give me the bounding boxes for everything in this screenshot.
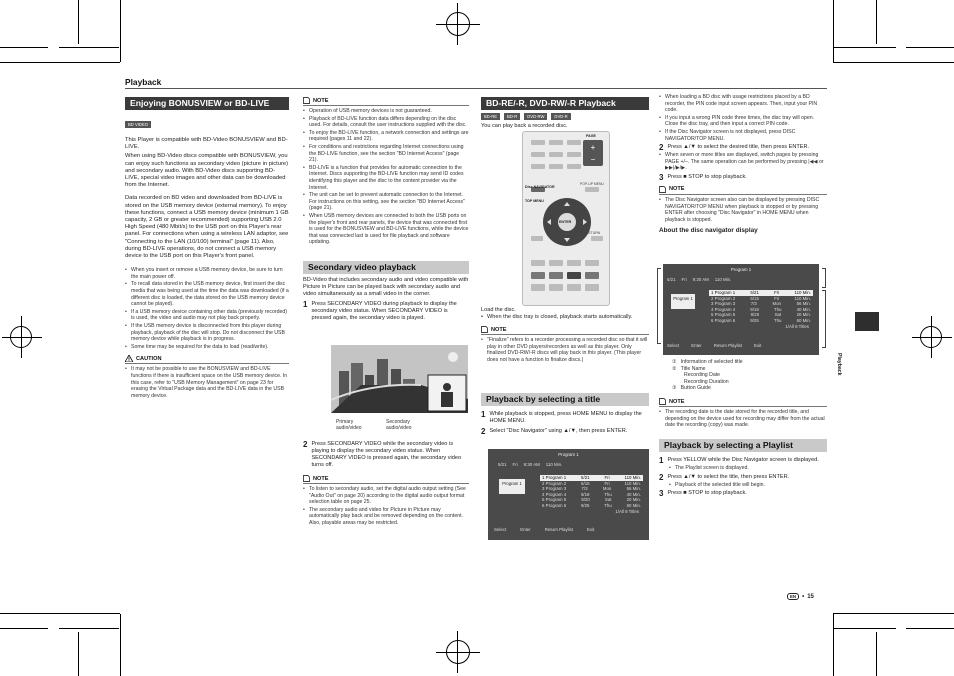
note-title: NOTE bbox=[313, 97, 329, 104]
row-len: 110 Min. bbox=[624, 480, 641, 486]
step-text: Press ▲/▼ to select the title, then press ENTER. bbox=[667, 473, 790, 480]
row-name: 3 Program 3 bbox=[711, 301, 736, 307]
page-indicator: 1/All 8 Titles bbox=[615, 508, 639, 514]
list-item: • The unit can be set to prevent automatic connection to the Internet. For instructions on this setting, see the section "BD Internet Access" (page 21). bbox=[303, 192, 469, 212]
row-date: 9/20 bbox=[581, 497, 590, 503]
row-len: 20 Min. bbox=[626, 497, 641, 503]
city-scene-image bbox=[331, 345, 468, 413]
info-date: 5/21 bbox=[667, 276, 676, 282]
page-number-block bbox=[787, 593, 814, 600]
button-guide bbox=[667, 343, 761, 349]
step-text: Select "Disc Navigator" using ▲/▼, then press ENTER. bbox=[489, 428, 628, 434]
list-item: • For conditions and restrictions regarding Internet connections using the BD-LIVE function, see the section "BD Internet Access" (page 21). bbox=[303, 144, 469, 164]
guide-enter: Enter bbox=[520, 527, 531, 532]
para-usb: Data recorded on BD video and downloaded from BD-LIVE is stored on the USB memory device (external memory). To enjoy these functions, connect a USB memory device (minimum 1 GB capacity, 2 GB or greater recommended) supporting USB 2.0 High Speed (480 Mbit/s) to the USB port on this Player's rear panel. For connections when using a wireless LAN adaptor, see "Connecting to the LAN (10/100) terminal" (page 11). Also, during BD-LIVE operations, do not connect a USB memory device to the USB port on this Player's front panel. bbox=[125, 195, 289, 260]
step-1 bbox=[481, 411, 649, 425]
list-item: • Playback of BD-LIVE function data differs depending on the disc used. For details, consult the user instructions supplied with the disc. bbox=[303, 116, 469, 129]
svg-text:−: − bbox=[590, 155, 596, 164]
note-icon bbox=[303, 97, 310, 104]
caution-heading bbox=[125, 355, 289, 364]
step-number: 2 bbox=[659, 472, 664, 482]
side-tab-label: Playback bbox=[836, 353, 842, 376]
note-icon bbox=[659, 186, 666, 193]
step-3 bbox=[659, 174, 827, 182]
row-day: Sat bbox=[774, 312, 782, 318]
row-name: 1 Program 1 bbox=[711, 290, 736, 295]
step-2 bbox=[659, 144, 827, 152]
list-item: • Playback of the selected title will begin. bbox=[669, 482, 827, 489]
crop-mark bbox=[833, 0, 834, 62]
note-heading bbox=[659, 398, 827, 407]
title-playback-heading: Playback by selecting a title bbox=[481, 393, 649, 406]
list-item: • The secondary audio and video for Picture in Picture may automatically play back and be removed depending on the content. Also, playable areas may be restricted. bbox=[303, 507, 469, 527]
crop-mark bbox=[0, 613, 120, 614]
note-list bbox=[303, 108, 469, 246]
lang-badge: EN bbox=[787, 593, 799, 600]
crop-mark bbox=[78, 632, 79, 676]
step2-bullets bbox=[659, 152, 827, 172]
step-number: 1 bbox=[481, 410, 486, 419]
disc-badge: DVD-R bbox=[551, 113, 570, 120]
row-date: 6/15 bbox=[581, 480, 590, 486]
step-text: Press SECONDARY VIDEO during playback to display the secondary video status. When SECONDARY VIDEO is pressed again, the secondary video is played. bbox=[311, 301, 457, 322]
page-indicator: 1/All 8 Titles bbox=[785, 323, 809, 329]
callout-bracket bbox=[657, 268, 661, 344]
step-number: 2 bbox=[303, 440, 308, 449]
legend-marker: ① bbox=[672, 359, 677, 365]
row-len: 56 Min. bbox=[796, 301, 811, 307]
disc-badge: DVD-RW bbox=[524, 113, 547, 120]
column-4 bbox=[659, 94, 827, 235]
load-section bbox=[481, 307, 649, 365]
note-heading bbox=[303, 97, 469, 106]
crop-mark bbox=[833, 613, 954, 614]
legend-text: Title Name bbox=[680, 365, 706, 372]
row-len: 110 Min. bbox=[624, 475, 641, 480]
list-item: • The Disc Navigator screen also can be displayed by pressing DISC NAVIGATOR/TOP MENU when playback is stopped or by pressing ENTER after choosing "Disc Navigator" in HOME MENU when playback is stopped. bbox=[659, 197, 827, 223]
column-2 bbox=[303, 97, 469, 247]
row-date: 9/25 bbox=[580, 502, 590, 508]
crop-mark bbox=[120, 0, 121, 62]
thumbnail: Program 1 bbox=[499, 479, 525, 494]
list-item: • When USB memory devices are connected to both the USB ports on the player's front and rear panels, the device that was connected first is used for the BONUSVIEW and BD-LIVE functions, while the device that was connected last is used for file playback and software updating. bbox=[303, 213, 469, 246]
column-3 bbox=[481, 97, 649, 130]
note-list bbox=[303, 486, 469, 527]
row-date: 5/21 bbox=[750, 290, 759, 295]
crop-mark bbox=[906, 47, 954, 48]
list-item: • When the disc tray is closed, playback starts automatically. bbox=[481, 314, 649, 321]
screen-header: Program 1 bbox=[558, 452, 579, 457]
row-day: Thu bbox=[773, 306, 782, 312]
column-1 bbox=[125, 97, 289, 400]
para-bonusview: When using BD-Video discs compatible with BONUSVIEW, you can enjoy such functions as secondary video (picture in picture) and secondary audio. With BD-Video discs supporting BD-LIVE, special video images and other data can be downloaded from the Internet. bbox=[125, 153, 289, 189]
row-day: Fri bbox=[774, 290, 780, 295]
legend-item: Recording Date bbox=[684, 372, 721, 379]
crop-mark bbox=[78, 0, 79, 44]
row-name: 4 Program 4 bbox=[711, 306, 736, 312]
step1-bullets bbox=[659, 465, 827, 472]
screen-header: Program 1 bbox=[730, 267, 752, 272]
row-name: 5 Program 5 bbox=[711, 312, 736, 318]
guide-return: Return Playlist bbox=[544, 527, 574, 532]
disc-navigator-label: Disc NAVIGATOR bbox=[525, 185, 555, 189]
info-day: Fri bbox=[681, 276, 687, 282]
info-time: 9:30 AM bbox=[523, 461, 540, 467]
info-length: 110 Min. bbox=[714, 276, 732, 282]
list-item: • If you input a wrong PIN code three times, the disc tray will open. Close the disc tray, and then input a correct PIN code. bbox=[659, 115, 827, 128]
legend-item bbox=[672, 359, 812, 366]
return-label: RETURN bbox=[586, 231, 601, 235]
crop-mark bbox=[120, 614, 121, 676]
callout-bracket bbox=[822, 268, 826, 288]
step-number: 1 bbox=[659, 456, 664, 465]
crop-mark bbox=[833, 62, 954, 63]
note-title: NOTE bbox=[491, 326, 507, 333]
legend-list bbox=[672, 359, 812, 392]
step-text: Press SECONDARY VIDEO while the secondary video is playing to display the secondary video status. When SECONDARY VIDEO is pressed again, the secondary video turns off. bbox=[311, 441, 462, 468]
note-heading bbox=[659, 186, 827, 195]
row-date: 7/3 bbox=[750, 301, 757, 307]
row-day: Thu bbox=[604, 491, 612, 497]
secondary-video-section bbox=[303, 261, 469, 322]
note-heading bbox=[481, 326, 649, 335]
step-1 bbox=[659, 457, 827, 465]
row-len: 110 Min. bbox=[794, 290, 811, 295]
row-day: Mon bbox=[602, 486, 612, 492]
caption-primary: Primary audio/video bbox=[336, 419, 362, 431]
row-date: 9/18 bbox=[750, 306, 759, 312]
title-playback-section bbox=[481, 393, 649, 436]
list-item: • If the USB memory device is disconnected from this player during playback, playback of the disc will stop. Do not disconnect the USB memory device while playback is in progress. bbox=[125, 323, 289, 343]
note-title: NOTE bbox=[313, 475, 329, 482]
row-len: 40 Min. bbox=[626, 491, 641, 497]
title-list bbox=[540, 475, 643, 514]
registration-mark bbox=[912, 337, 952, 338]
row-day: Fri bbox=[604, 480, 610, 486]
row-day: Fri bbox=[604, 475, 610, 480]
playlist-section bbox=[659, 439, 827, 498]
disc-badge: BD-R bbox=[504, 113, 520, 120]
side-tab-block bbox=[855, 312, 879, 331]
crop-mark bbox=[0, 62, 120, 63]
step-text: While playback is stopped, press HOME MENU to display the HOME MENU. bbox=[489, 411, 642, 424]
row-name: 3 Program 3 bbox=[542, 486, 567, 492]
list-item: • The Playlist screen is displayed. bbox=[669, 465, 827, 472]
section-label: Playback bbox=[125, 77, 162, 87]
title-list bbox=[709, 290, 813, 329]
disc-badge: BD-RE bbox=[481, 113, 500, 120]
step-text: Press ▲/▼ to select the desired title, then press ENTER. bbox=[667, 144, 810, 151]
row-date: 6/15 bbox=[750, 295, 759, 301]
list-item: • "Finalize" refers to a recorder processing a recorded disc so that it will play in other DVD players/recorders as well as this player. Only finalized DVD-RW/-R discs will play back in this player. (This player does not have a function to finalize discs.) bbox=[481, 337, 649, 363]
row-len: 56 Min. bbox=[626, 486, 641, 492]
info-day: Fri bbox=[512, 461, 518, 467]
note-icon bbox=[659, 398, 666, 405]
disc-badges bbox=[481, 113, 649, 120]
crop-mark bbox=[876, 0, 877, 44]
step-text: Press YELLOW while the Disc Navigator screen is displayed. bbox=[667, 457, 819, 463]
guide-return: Return Playlist bbox=[713, 343, 743, 348]
page-label: PAGE bbox=[586, 134, 596, 138]
caution-title: CAUTION bbox=[136, 355, 162, 362]
row-name: 4 Program 4 bbox=[542, 491, 567, 497]
intro-text: You can play back a recorded disc. bbox=[481, 123, 568, 129]
list-item: • When you insert or remove a USB memory device, be sure to turn the main power off. bbox=[125, 267, 289, 280]
row-name: 2 Program 2 bbox=[711, 295, 736, 301]
caution-list bbox=[125, 366, 289, 399]
legend-text: Information of selected title bbox=[680, 359, 743, 365]
list-item: • When seven or more titles are displayed, switch pages by pressing PAGE +/–. The same operation can be performed by pressing |◀◀ or ▶▶|/▶/▶. bbox=[659, 152, 827, 172]
list-item: • BD-LIVE is a function that provides for automatic connection to the Internet. Discs supporting the BD-LIVE function may send ID codes identifying this player and the disc to the content provider via the Internet. bbox=[303, 165, 469, 191]
bdre-heading: BD-RE/-R, DVD-RW/-R Playback bbox=[481, 97, 649, 110]
row-date: 9/25 bbox=[750, 317, 759, 323]
row-day: Thu bbox=[604, 502, 612, 508]
crop-mark bbox=[834, 47, 896, 48]
info-length: 110 Min. bbox=[545, 461, 563, 467]
info-date: 5/21 bbox=[498, 461, 507, 467]
crop-mark bbox=[834, 628, 896, 629]
guide-exit: Exit bbox=[587, 527, 595, 532]
row-day: Thu bbox=[773, 317, 782, 323]
row-day: Mon bbox=[772, 301, 781, 307]
disc-navigator-screen-annotated bbox=[663, 264, 819, 355]
secondary-step2-section bbox=[303, 441, 469, 528]
note-title: NOTE bbox=[669, 186, 685, 193]
playlist-heading: Playback by selecting a Playlist bbox=[659, 439, 827, 452]
crop-mark bbox=[0, 628, 48, 629]
row-day: Sat bbox=[604, 497, 612, 503]
crop-mark bbox=[833, 614, 834, 676]
info-time: 9:30 AM bbox=[692, 276, 709, 282]
step-number: 3 bbox=[659, 172, 664, 182]
step-2 bbox=[481, 428, 649, 436]
svg-text:+: + bbox=[590, 143, 596, 152]
screen-info bbox=[488, 458, 649, 468]
registration-mark bbox=[436, 652, 480, 653]
top-menu-label: TOP MENU bbox=[525, 199, 544, 203]
list-item: • If the Disc Navigator screen is not displayed, press DISC NAVIGATOR/TOP MENU. bbox=[659, 129, 827, 142]
popup-menu-label: POP-UP MENU bbox=[580, 182, 604, 186]
list-item: • Operation of USB memory devices is not guaranteed. bbox=[303, 108, 469, 115]
caption-secondary: Secondary audio/video bbox=[386, 419, 412, 431]
row-name: 6 Program 6 bbox=[711, 317, 736, 323]
para-compat: This Player is compatible with BD-Video BONUSVIEW and BD-LIVE. bbox=[125, 137, 288, 151]
note-list bbox=[659, 197, 827, 223]
guide-exit: Exit bbox=[754, 343, 762, 348]
crop-mark bbox=[59, 628, 119, 629]
guide-select: Select bbox=[494, 527, 507, 532]
row-day: Fri bbox=[774, 295, 780, 301]
row-name: 5 Program 5 bbox=[542, 497, 567, 503]
row-len: 20 Min. bbox=[796, 312, 811, 318]
row-date: 7/3 bbox=[581, 486, 588, 492]
list-item: • To recall data stored in the USB memory device, first insert the disc media that was being used at the time the data was downloaded (if a different disc is loaded, the data stored on the USB memory device cannot be played). bbox=[125, 281, 289, 307]
header-rule bbox=[125, 88, 827, 89]
step-number: 2 bbox=[659, 143, 664, 153]
page-number: 15 bbox=[807, 593, 814, 600]
about-heading: About the disc navigator display bbox=[659, 227, 758, 235]
step-1 bbox=[303, 301, 469, 322]
row-name: 6 Program 6 bbox=[542, 502, 567, 508]
note-heading bbox=[303, 475, 469, 484]
row-name: 1 Program 1 bbox=[542, 475, 567, 480]
bd-video-badge: BD VIDEO bbox=[125, 121, 151, 128]
list-item: • To listen to secondary audio, set the digital audio output setting (See "Audio Out" on page 20) according to the digital audio output format selection table on page 25. bbox=[303, 486, 469, 506]
guide-select: Select bbox=[667, 343, 680, 348]
thumbnail: Program 1 bbox=[671, 294, 695, 309]
registration-mark bbox=[436, 24, 480, 25]
note-list bbox=[481, 337, 649, 363]
list-item: • Some time may be required for the data to load (read/write). bbox=[125, 344, 289, 351]
row-date: 5/21 bbox=[581, 475, 590, 480]
page-sep: • bbox=[802, 593, 805, 600]
legend-marker: ② bbox=[672, 365, 677, 372]
list-item: • If a USB memory device containing other data (previously recorded) is used, the video and audio may not play back properly. bbox=[125, 309, 289, 322]
note-icon bbox=[481, 326, 488, 333]
crop-mark bbox=[59, 47, 119, 48]
secondary-video-heading: Secondary video playback bbox=[303, 261, 469, 274]
list-item: • The recording date is the date stored for the recorded title, and depending on the device used for recording may differ from the actual date the recording (copy) was made. bbox=[659, 409, 827, 429]
warning-icon bbox=[125, 355, 133, 362]
legend-item bbox=[672, 366, 812, 373]
pin-bullets bbox=[659, 94, 827, 142]
list-item: • It may not be possible to use the BONUSVIEW and BD-LIVE functions if there is insufficient space on the USB memory device. In this case, refer to "USB Memory Management" on page 23 for erasing the Virtual Package data and the BD-LIVE data in the USB memory device. bbox=[125, 366, 289, 399]
list-item: • To enjoy the BD-LIVE function, a network connection and settings are required (pages 11 and 22). bbox=[303, 130, 469, 143]
guide-enter: Enter bbox=[691, 343, 702, 348]
crop-mark bbox=[876, 632, 877, 676]
note-list bbox=[659, 409, 827, 429]
row-len: 110 Min. bbox=[794, 295, 811, 301]
legend-text: Button Guide bbox=[680, 385, 711, 392]
button-guide bbox=[494, 527, 594, 533]
step-number: 2 bbox=[481, 427, 486, 436]
note2-section bbox=[659, 398, 827, 430]
crop-mark bbox=[906, 628, 954, 629]
callout-bracket bbox=[822, 290, 826, 348]
note-title: NOTE bbox=[669, 398, 685, 405]
row-len: 60 Min. bbox=[626, 502, 641, 508]
load-text: Load the disc. bbox=[481, 307, 516, 313]
load-bullets bbox=[481, 314, 649, 321]
step-text: Press ■ STOP to stop playback. bbox=[667, 173, 747, 180]
row-name: 2 Program 2 bbox=[542, 480, 567, 486]
step-number: 1 bbox=[303, 300, 308, 310]
registration-mark bbox=[2, 337, 42, 338]
secondary-video-para: BD-Video that includes secondary audio and video compatible with Picture in Picture can be played back with secondary audio and video simultaneously as a small video in the corner. bbox=[303, 277, 469, 298]
note-icon bbox=[303, 475, 310, 482]
legend-item: Recording Duration bbox=[684, 378, 729, 385]
step-2 bbox=[303, 441, 469, 469]
enter-label: ENTER bbox=[559, 220, 572, 224]
row-date: 9/18 bbox=[580, 491, 590, 497]
step-3 bbox=[659, 490, 827, 498]
usb-bullets bbox=[125, 267, 289, 350]
step2-bullets bbox=[659, 482, 827, 489]
row-len: 60 Min. bbox=[796, 317, 811, 323]
legend-marker: ③ bbox=[672, 385, 677, 392]
bonusview-heading: Enjoying BONUSVIEW or BD-LIVE bbox=[125, 97, 289, 110]
list-item: • When loading a BD disc with usage restrictions placed by a BD recorder, the PIN code input screen appears. Then, input your PIN code. bbox=[659, 94, 827, 114]
crop-mark bbox=[0, 47, 48, 48]
remote-control bbox=[522, 131, 610, 306]
disc-navigator-screen bbox=[488, 449, 649, 540]
pip-illustration bbox=[331, 345, 468, 413]
step-2 bbox=[659, 474, 827, 482]
step-number: 3 bbox=[659, 489, 664, 499]
row-date: 9/20 bbox=[750, 312, 760, 318]
screen-info bbox=[663, 273, 819, 283]
row-len: 40 Min. bbox=[796, 306, 811, 312]
step-text: Press ■ STOP to stop playback. bbox=[667, 490, 747, 497]
legend-item bbox=[672, 385, 812, 392]
